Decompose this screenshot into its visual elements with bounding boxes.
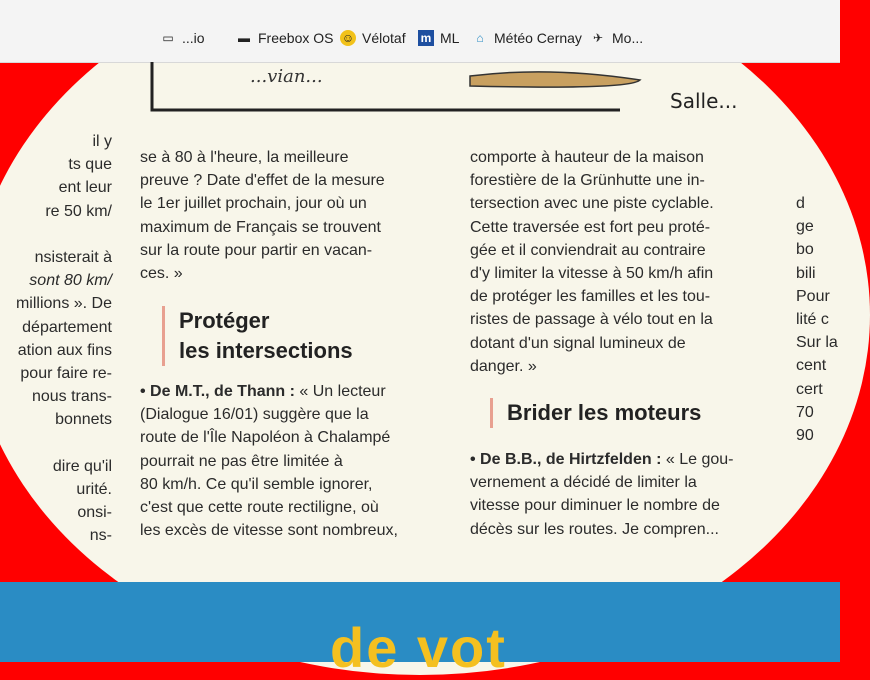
article-column-1: se à 80 à l'heure, la meilleure preuve ? Date d'effet de la mesure le 1er juillet prochain, jour où un maximum de Français se trouvent sur la route pour partir en vacan- ces. » [140, 149, 385, 283]
letter-mt: • De M.T., de Thann : « Un lecteur (Dialogue 16/01) suggère que la route de l'Île Napoléon à Chalampé pourrait ne pas être limitée à 80 km/h. Ce qu'il semble ignorer, c'est que cette route rectiligne, où les excès de vitesse sont nombreux, [140, 383, 398, 540]
author-bb: • De B.B., de Hirtzfelden : [470, 451, 662, 468]
bike-icon: ☺ [341, 31, 355, 45]
cartoon-caption-right: Salle... [670, 89, 738, 113]
left-column-fragment: il y ts que ent leur re 50 km/ nsisterait à sont 80 km/ millions ». De département ation aux fins pour faire re- nous trans- bonnets dire qu'il urité. onsi- ns- [15, 133, 112, 545]
plane-icon: ✈ [592, 31, 604, 45]
bookmark-freebox[interactable]: ▬ Freebox OS [238, 30, 334, 46]
cartoon-strip [150, 62, 738, 113]
freebox-icon: ▬ [238, 31, 250, 45]
bookmark-0[interactable]: ▭ ...io [160, 30, 205, 46]
letter-bb: • De B.B., de Hirtzfelden : « Le gou- vernement a décidé de limiter la vitesse pour diminuer le nombre de décès sur les routes. Je compren... [470, 451, 734, 538]
heading-brider: Brider les moteurs [490, 398, 701, 428]
heading-proteger: Protéger les intersections [162, 306, 353, 366]
author-mt: • De M.T., de Thann : [140, 383, 295, 400]
article-column-2: comporte à hauteur de la maison forestière de la Grünhutte une in- tersection avec une piste cyclable. Cette traversée est fort peu proté- gée et il conviendrait au contraire d'y limiter la vitesse à 50 km/h afin de protéger les familles et les tou- ristes de passage à vélo tout en la dotant d'un signal lumineux de danger. » [470, 149, 714, 375]
weather-icon: ⌂ [476, 31, 484, 45]
page-icon: ▭ [162, 31, 174, 45]
right-column-fragment: d ge bo bili Pour lité c Sur la cent cert 70 90 [796, 195, 838, 445]
cartoon-caption-left: ...vian... [250, 66, 323, 87]
bookmark-velotaf[interactable]: ☺ Vélotaf [341, 30, 406, 46]
bookmarks-bar [0, 0, 840, 63]
ml-icon: m [418, 30, 434, 46]
bookmark-more[interactable]: ✈ Mo... [590, 30, 643, 46]
footer-headline: de vot [330, 616, 507, 679]
bookmark-meteo[interactable]: ⌂ Météo Cernay [472, 30, 582, 46]
bookmark-ml[interactable]: m ML [418, 30, 459, 46]
